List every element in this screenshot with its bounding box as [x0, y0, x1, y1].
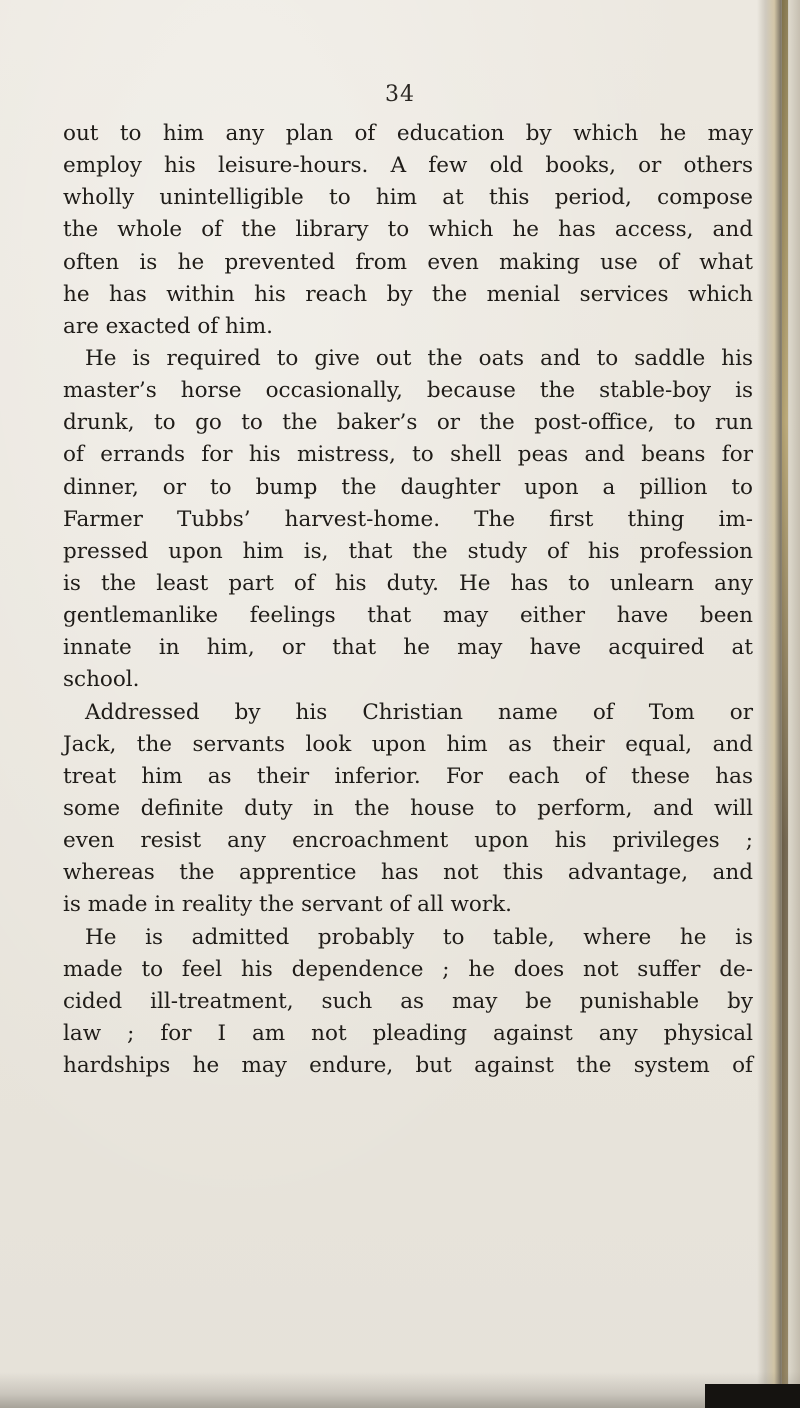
text-line: He is admitted probably to table, where he is	[85, 924, 753, 950]
text-line: of errands for his mistress, to shell peas and beans for	[63, 442, 753, 468]
text-line: drunk, to go to the baker’s or the post-office, to run	[63, 410, 753, 436]
text-line: He is required to give out the oats and to saddle his	[85, 345, 753, 371]
text-line: Addressed by his Christian name of Tom or	[85, 699, 753, 725]
text-line: often is he prevented from even making use of what	[63, 249, 753, 275]
body-text	[63, 118, 753, 1082]
text-line: law ; for I am not pleading against any physical	[63, 1020, 753, 1046]
text-line: innate in him, or that he may have acquired at	[63, 635, 753, 661]
text-line: cided ill-treatment, such as may be punishable by	[63, 988, 753, 1014]
text-line: is the least part of his duty. He has to unlearn any	[63, 570, 753, 596]
text-line: wholly unintelligible to him at this period, compose	[63, 185, 753, 211]
page-corner-shadow	[705, 1384, 800, 1408]
text-line: pressed upon him is, that the study of his profession	[63, 538, 753, 564]
page-edge-bottom	[0, 1372, 800, 1408]
text-line: Jack, the servants look upon him as their equal, and	[63, 731, 753, 757]
text-line: master’s horse occasionally, because the stable-boy is	[63, 378, 753, 404]
text-line: he has within his reach by the menial services which	[63, 281, 753, 307]
text-line: hardships he may endure, but against the system of	[63, 1053, 753, 1079]
text-line: employ his leisure-hours. A few old books, or others	[63, 153, 753, 179]
text-line: whereas the apprentice has not this advantage, and	[63, 860, 753, 886]
text-line: made to feel his dependence ; he does not suffer de-	[63, 956, 753, 982]
page-number: 34	[385, 82, 415, 107]
text-line: even resist any encroachment upon his privileges ;	[63, 828, 753, 854]
text-line: school.	[63, 667, 140, 693]
text-line: treat him as their inferior. For each of these has	[63, 763, 753, 789]
page-edge-right	[757, 0, 800, 1408]
text-line: some definite duty in the house to perform, and will	[63, 795, 753, 821]
text-line: are exacted of him.	[63, 313, 274, 339]
text-line: out to him any plan of education by which he may	[63, 121, 753, 146]
text-line: dinner, or to bump the daughter upon a pillion to	[63, 474, 753, 500]
text-line: Farmer Tubbs’ harvest-home. The first thing im-	[63, 506, 753, 532]
text-line: gentlemanlike feelings that may either have been	[63, 603, 753, 629]
binding-strip	[782, 0, 788, 1408]
text-line: is made in reality the servant of all work.	[63, 892, 513, 918]
text-line: the whole of the library to which he has access, and	[63, 217, 753, 243]
